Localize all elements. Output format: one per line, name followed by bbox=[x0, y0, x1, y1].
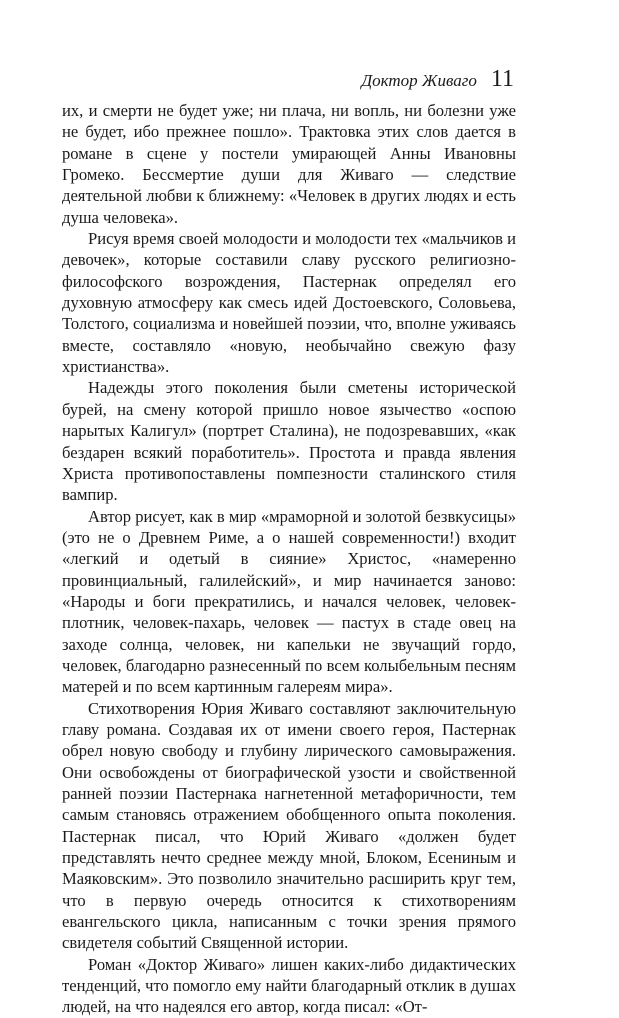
body-text bbox=[62, 100, 516, 1018]
paragraph-6: Роман «Доктор Живаго» лишен каких-либо дидактических тенденций, что помогло ему найти благодарный отклик в душах людей, на что надеялся его автор, когда писал: «От- bbox=[62, 954, 516, 1017]
paragraph-2: Рисуя время своей молодости и молодости тех «мальчиков и девочек», которые составили славу русского религиозно-философского возрождения, Пастернак определял его духовную атмосферу как смесь идей Достоевского, Соловьева, Толстого, социализма и новейшей поэзии, что, вполне уживаясь вместе, составляло «новую, необычайно свежую фазу христианства». bbox=[62, 229, 516, 377]
page-header bbox=[361, 66, 514, 93]
paragraph-3: Надежды этого поколения были сметены исторической бурей, на смену которой пришло новое язычество «оспою нарытых Калигул» (портрет Сталина), не подозревавших, «как бездарен всякий поработитель». Простота и правда явления Христа противопоставлены помпезности сталинского стиля вампир. bbox=[62, 378, 516, 505]
paragraph-1: их, и смерти не будет уже; ни плача, ни вопль, ни болезни уже не будет, ибо прежнее пошло». Трактовка этих слов дается в романе в сцене у постели умирающей Анны Ивановны Громеко. Бессмертие души для Живаго — следствие деятельной любви к ближнему: «Человек в других людях и есть душа человека». bbox=[62, 101, 516, 227]
running-title: Доктор Живаго bbox=[361, 71, 477, 90]
page-number: 11 bbox=[490, 66, 514, 92]
paragraph-4: Автор рисует, как в мир «мраморной и золотой безвкусицы» (это не о Древнем Риме, а о нашей современности!) входит «легкий и одетый в сияние» Христос, «намеренно провинциальный, галилейский», и мир начинается заново: «Народы и боги прекратились, и начался человек, человек-плотник, человек-пахарь, человек — пастух в стаде овец на заходе солнца, человек, ни капельки не звучащий гордо, человек, благодарно разнесенный по всем колыбельным песням матерей и по всем картинным галереям мира». bbox=[62, 506, 516, 697]
paragraph-5: Стихотворения Юрия Живаго составляют заключительную главу романа. Создавая их от имени своего героя, Пастернак обрел новую свободу и глубину лирического самовыражения. Они освобождены от биографической узости и свойственной ранней поэзии Пастернака нагнетенной метафоричности, тем самым становясь отражением обобщенного опыта поколения. Пастернак писал, что Юрий Живаго «должен будет представлять нечто среднее между мной, Блоком, Есениным и Маяковским». Это позволило значительно расширить круг тем, что в первую очередь относится к стихотворениям евангельского цикла, написанным с точки зрения прямого свидетеля событий Священной истории. bbox=[62, 698, 516, 953]
